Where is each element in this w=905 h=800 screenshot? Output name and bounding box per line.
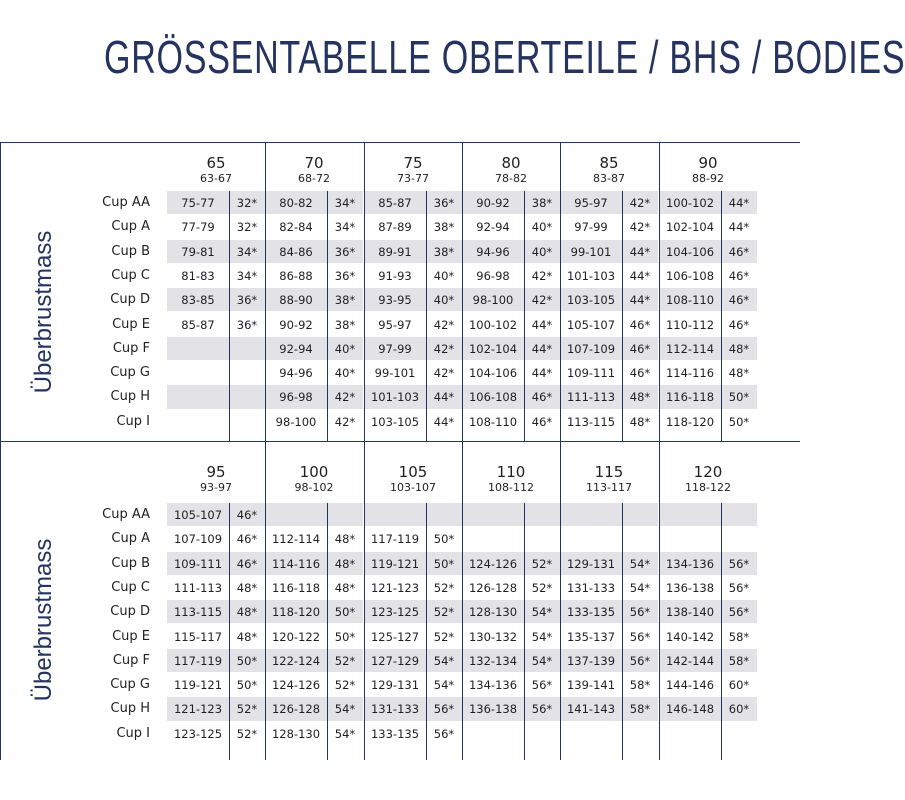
- size-value: 137-139: [566, 653, 616, 668]
- cup-size-value: 46*: [236, 508, 258, 522]
- size-value: 90-92: [279, 317, 313, 332]
- cup-size-value: 50*: [334, 605, 356, 620]
- cup-size-value: 42*: [334, 414, 356, 429]
- cup-size-value: 42*: [334, 390, 356, 405]
- row-shade: [167, 385, 265, 408]
- size-value: 121-123: [173, 702, 223, 717]
- cup-size-value: 34*: [236, 244, 258, 259]
- size-value: 144-146: [665, 678, 715, 693]
- cup-size-value: 40*: [531, 244, 553, 259]
- size-value: 92-94: [476, 220, 510, 235]
- size-value: 90-92: [476, 196, 510, 210]
- band-size: 90: [698, 154, 718, 172]
- cup-size-value: 56*: [433, 726, 455, 741]
- size-value: 112-114: [271, 532, 321, 547]
- size-value: 99-101: [570, 244, 612, 259]
- cup-size-value: 46*: [236, 556, 258, 571]
- band-range: 98-102: [294, 481, 334, 494]
- size-value: 85-87: [181, 317, 215, 332]
- cup-size-value: 50*: [728, 414, 750, 429]
- size-value: 101-103: [566, 268, 616, 283]
- cup-size-value: 48*: [629, 414, 651, 429]
- size-value: 98-100: [472, 293, 514, 308]
- table-border: [0, 142, 800, 143]
- cup-label: Cup D: [110, 292, 150, 308]
- cup-size-value: 46*: [629, 341, 651, 356]
- size-value: 142-144: [665, 653, 715, 668]
- size-value: 95-97: [378, 317, 412, 332]
- size-value: 103-105: [566, 293, 616, 308]
- size-value: 117-119: [370, 532, 420, 547]
- size-value: 140-142: [665, 629, 715, 644]
- size-value: 135-137: [566, 629, 616, 644]
- band-size: 110: [496, 463, 526, 481]
- size-value: 117-119: [173, 653, 223, 668]
- band-range: 63-67: [200, 172, 232, 185]
- size-value: 125-127: [370, 629, 420, 644]
- size-value: 91-93: [378, 268, 412, 283]
- band-size: 80: [501, 154, 521, 172]
- band-header: [462, 464, 560, 494]
- size-value: 136-138: [665, 580, 715, 595]
- size-value: 102-104: [665, 220, 715, 235]
- size-value: 95-97: [574, 196, 608, 210]
- cup-label: Cup A: [111, 219, 150, 235]
- row-shade: [265, 503, 363, 526]
- cup-size-value: 40*: [433, 268, 455, 283]
- cup-size-value: 48*: [334, 532, 356, 547]
- size-value: 89-91: [378, 244, 412, 259]
- cup-size-value: 44*: [728, 220, 750, 235]
- band-header: [265, 155, 363, 185]
- cup-size-value: 34*: [236, 268, 258, 283]
- band-range: 93-97: [200, 481, 232, 494]
- cup-size-value: 38*: [531, 196, 553, 210]
- band-range: 108-112: [488, 481, 534, 494]
- size-value: 124-126: [468, 556, 518, 571]
- cup-size-value: 54*: [531, 629, 553, 644]
- size-value: 88-90: [279, 293, 313, 308]
- cup-size-value: 48*: [728, 366, 750, 381]
- cup-size-value: 50*: [433, 556, 455, 571]
- size-value: 87-89: [378, 220, 412, 235]
- size-value: 129-131: [370, 678, 420, 693]
- cup-label: Cup A: [111, 531, 150, 547]
- size-value: 100-102: [665, 196, 715, 210]
- size-value: 128-130: [271, 726, 321, 741]
- band-size: 85: [599, 154, 619, 172]
- size-value: 102-104: [468, 341, 518, 356]
- cup-size-value: 46*: [728, 293, 750, 308]
- size-value: 86-88: [279, 268, 313, 283]
- cup-size-value: 56*: [728, 605, 750, 620]
- cup-size-value: 46*: [728, 244, 750, 259]
- row-shade: [659, 503, 757, 526]
- cup-label: Cup G: [110, 677, 150, 693]
- cup-label: Cup H: [110, 701, 150, 717]
- cup-size-value: 56*: [728, 556, 750, 571]
- band-size: 70: [304, 154, 324, 172]
- cup-size-value: 34*: [334, 196, 356, 210]
- cup-size-value: 36*: [433, 196, 455, 210]
- size-value: 92-94: [279, 341, 313, 356]
- size-value: 123-125: [173, 726, 223, 741]
- cup-size-value: 56*: [531, 678, 553, 693]
- size-value: 129-131: [566, 556, 616, 571]
- cup-label: Cup E: [112, 316, 150, 332]
- cup-size-value: 46*: [629, 317, 651, 332]
- cup-size-value: 44*: [531, 366, 553, 381]
- cup-size-value: 56*: [728, 580, 750, 595]
- size-value: 141-143: [566, 702, 616, 717]
- cup-size-value: 56*: [433, 702, 455, 717]
- cup-size-value: 42*: [531, 293, 553, 308]
- cup-size-value: 54*: [334, 702, 356, 717]
- size-value: 109-111: [173, 556, 223, 571]
- size-value: 122-124: [271, 653, 321, 668]
- cup-size-value: 48*: [236, 629, 258, 644]
- cup-label: Cup G: [110, 365, 150, 381]
- cup-size-value: 44*: [531, 341, 553, 356]
- size-value: 133-135: [370, 726, 420, 741]
- size-value: 132-134: [468, 653, 518, 668]
- column-divider: [0, 441, 1, 760]
- cup-size-value: 54*: [629, 580, 651, 595]
- size-value: 105-107: [566, 317, 616, 332]
- cup-size-value: 60*: [728, 678, 750, 693]
- cup-size-value: 32*: [236, 220, 258, 235]
- size-value: 107-109: [173, 532, 223, 547]
- size-value: 128-130: [468, 605, 518, 620]
- band-header: [167, 464, 265, 494]
- cup-label: Cup H: [110, 389, 150, 405]
- size-value: 75-77: [181, 196, 215, 210]
- cup-size-value: 48*: [236, 605, 258, 620]
- cup-size-value: 40*: [531, 220, 553, 235]
- band-range: 88-92: [692, 172, 724, 185]
- cup-size-value: 58*: [629, 702, 651, 717]
- size-value: 106-108: [468, 390, 518, 405]
- cup-size-value: 52*: [236, 726, 258, 741]
- band-range: 113-117: [586, 481, 632, 494]
- band-range: 103-107: [390, 481, 436, 494]
- cup-label: Cup C: [111, 579, 150, 595]
- size-value: 79-81: [181, 244, 215, 259]
- cup-size-value: 52*: [433, 605, 455, 620]
- page-title: GRÖSSENTABELLE OBERTEILE / BHS / BODIES: [104, 31, 905, 83]
- cup-label: Cup B: [111, 555, 150, 571]
- cup-size-value: 58*: [728, 653, 750, 668]
- band-range: 68-72: [298, 172, 330, 185]
- cup-size-value: 36*: [334, 268, 356, 283]
- size-value: 100-102: [468, 317, 518, 332]
- cup-size-value: 48*: [334, 556, 356, 571]
- cup-label: Cup I: [116, 413, 150, 429]
- cup-size-value: 38*: [334, 317, 356, 332]
- size-value: 96-98: [279, 390, 313, 405]
- size-value: 106-108: [665, 268, 715, 283]
- size-value: 101-103: [370, 390, 420, 405]
- band-header: [167, 155, 265, 185]
- cup-size-value: 52*: [531, 556, 553, 571]
- size-value: 108-110: [665, 293, 715, 308]
- cup-size-value: 44*: [531, 317, 553, 332]
- size-value: 138-140: [665, 605, 715, 620]
- size-value: 131-133: [566, 580, 616, 595]
- size-value: 113-115: [566, 414, 616, 429]
- cup-size-value: 42*: [433, 317, 455, 332]
- size-value: 84-86: [279, 244, 313, 259]
- cup-label: Cup I: [116, 725, 150, 741]
- size-value: 77-79: [181, 220, 215, 235]
- size-value: 114-116: [665, 366, 715, 381]
- size-value: 134-136: [468, 678, 518, 693]
- size-value: 130-132: [468, 629, 518, 644]
- cup-size-value: 46*: [629, 366, 651, 381]
- row-shade: [167, 337, 265, 360]
- cup-size-value: 44*: [728, 196, 750, 210]
- cup-size-value: 54*: [334, 726, 356, 741]
- cup-size-value: 48*: [728, 341, 750, 356]
- cup-size-value: 42*: [531, 268, 553, 283]
- table-border: [0, 441, 800, 442]
- cup-size-value: 54*: [433, 678, 455, 693]
- cup-size-value: 52*: [433, 580, 455, 595]
- size-value: 99-101: [374, 366, 416, 381]
- cup-size-value: 52*: [236, 702, 258, 717]
- band-range: 78-82: [495, 172, 527, 185]
- band-size: 100: [299, 463, 329, 481]
- cup-size-value: 48*: [334, 580, 356, 595]
- size-value: 127-129: [370, 653, 420, 668]
- band-header: [560, 155, 658, 185]
- cup-size-value: 50*: [236, 653, 258, 668]
- cup-size-value: 34*: [334, 220, 356, 235]
- size-value: 104-106: [468, 366, 518, 381]
- band-range: 83-87: [593, 172, 625, 185]
- size-value: 118-120: [271, 605, 321, 620]
- cup-size-value: 52*: [433, 629, 455, 644]
- cup-size-value: 38*: [433, 244, 455, 259]
- cup-size-value: 56*: [629, 629, 651, 644]
- cup-size-value: 54*: [433, 653, 455, 668]
- cup-size-value: 44*: [629, 268, 651, 283]
- size-value: 98-100: [275, 414, 317, 429]
- band-header: [659, 155, 757, 185]
- cup-label: Cup AA: [102, 507, 150, 522]
- column-divider: [0, 142, 1, 441]
- cup-size-value: 46*: [728, 317, 750, 332]
- size-value: 116-118: [271, 580, 321, 595]
- size-value: 111-113: [566, 390, 616, 405]
- cup-size-value: 32*: [236, 196, 258, 210]
- cup-size-value: 46*: [728, 268, 750, 283]
- size-value: 146-148: [665, 702, 715, 717]
- cup-size-value: 40*: [334, 366, 356, 381]
- size-value: 120-122: [271, 629, 321, 644]
- size-value: 105-107: [173, 508, 223, 522]
- size-value: 136-138: [468, 702, 518, 717]
- size-value: 80-82: [279, 196, 313, 210]
- size-value: 104-106: [665, 244, 715, 259]
- size-value: 131-133: [370, 702, 420, 717]
- cup-size-value: 52*: [531, 580, 553, 595]
- side-label-text: Überbrustmass: [30, 538, 57, 702]
- band-range: 73-77: [397, 172, 429, 185]
- cup-size-value: 40*: [433, 293, 455, 308]
- cup-size-value: 52*: [334, 653, 356, 668]
- size-value: 115-117: [173, 629, 223, 644]
- size-value: 94-96: [279, 366, 313, 381]
- cup-size-value: 50*: [433, 532, 455, 547]
- cup-label: Cup B: [111, 243, 150, 259]
- band-size: 115: [594, 463, 624, 481]
- size-value: 83-85: [181, 293, 215, 308]
- band-size: 120: [693, 463, 723, 481]
- size-value: 93-95: [378, 293, 412, 308]
- cup-size-value: 36*: [236, 293, 258, 308]
- cup-size-value: 56*: [629, 605, 651, 620]
- size-value: 126-128: [468, 580, 518, 595]
- size-value: 107-109: [566, 341, 616, 356]
- cup-size-value: 36*: [236, 317, 258, 332]
- size-value: 112-114: [665, 341, 715, 356]
- band-size: 75: [403, 154, 423, 172]
- size-value: 85-87: [378, 196, 412, 210]
- band-header: [364, 464, 462, 494]
- cup-size-value: 54*: [531, 653, 553, 668]
- cup-size-value: 44*: [629, 244, 651, 259]
- cup-size-value: 46*: [236, 532, 258, 547]
- size-value: 96-98: [476, 268, 510, 283]
- cup-size-value: 56*: [629, 653, 651, 668]
- cup-size-value: 56*: [531, 702, 553, 717]
- size-value: 103-105: [370, 414, 420, 429]
- cup-size-value: 52*: [334, 678, 356, 693]
- size-value: 108-110: [468, 414, 518, 429]
- size-value: 113-115: [173, 605, 223, 620]
- cup-size-value: 60*: [728, 702, 750, 717]
- size-value: 134-136: [665, 556, 715, 571]
- band-header: [560, 464, 658, 494]
- size-value: 81-83: [181, 268, 215, 283]
- cup-size-value: 44*: [433, 390, 455, 405]
- row-shade: [462, 503, 560, 526]
- cup-size-value: 40*: [334, 341, 356, 356]
- cup-label: Cup D: [110, 604, 150, 620]
- row-shade: [560, 503, 658, 526]
- cup-size-value: 58*: [728, 629, 750, 644]
- size-value: 111-113: [173, 580, 223, 595]
- band-size: 65: [206, 154, 226, 172]
- size-value: 124-126: [271, 678, 321, 693]
- side-label-text: Überbrustmass: [30, 230, 57, 394]
- band-size: 95: [206, 463, 226, 481]
- size-value: 119-121: [173, 678, 223, 693]
- band-header: [462, 155, 560, 185]
- cup-size-value: 42*: [433, 341, 455, 356]
- size-value: 97-99: [378, 341, 412, 356]
- band-range: 118-122: [685, 481, 731, 494]
- cup-size-value: 54*: [531, 605, 553, 620]
- cup-size-value: 46*: [531, 414, 553, 429]
- cup-label: Cup F: [112, 652, 150, 668]
- size-value: 82-84: [279, 220, 313, 235]
- size-value: 116-118: [665, 390, 715, 405]
- size-value: 118-120: [665, 414, 715, 429]
- band-header: [659, 464, 757, 494]
- size-value: 119-121: [370, 556, 420, 571]
- cup-size-value: 38*: [334, 293, 356, 308]
- cup-size-value: 42*: [629, 220, 651, 235]
- size-value: 133-135: [566, 605, 616, 620]
- size-value: 110-112: [665, 317, 715, 332]
- cup-label: Cup AA: [102, 195, 150, 210]
- size-value: 109-111: [566, 366, 616, 381]
- row-shade: [364, 503, 462, 526]
- cup-size-value: 44*: [629, 293, 651, 308]
- cup-size-value: 42*: [629, 196, 651, 210]
- cup-size-value: 54*: [629, 556, 651, 571]
- size-value: 97-99: [574, 220, 608, 235]
- band-header: [364, 155, 462, 185]
- cup-label: Cup F: [112, 340, 150, 356]
- cup-size-value: 58*: [629, 678, 651, 693]
- size-value: 139-141: [566, 678, 616, 693]
- size-value: 126-128: [271, 702, 321, 717]
- cup-size-value: 44*: [433, 414, 455, 429]
- cup-size-value: 50*: [334, 629, 356, 644]
- cup-size-value: 50*: [236, 678, 258, 693]
- cup-size-value: 48*: [236, 580, 258, 595]
- cup-size-value: 50*: [728, 390, 750, 405]
- cup-size-value: 36*: [334, 244, 356, 259]
- band-size: 105: [398, 463, 428, 481]
- cup-size-value: 48*: [629, 390, 651, 405]
- cup-label: Cup C: [111, 267, 150, 283]
- cup-size-value: 42*: [433, 366, 455, 381]
- cup-label: Cup E: [112, 628, 150, 644]
- size-value: 114-116: [271, 556, 321, 571]
- band-header: [265, 464, 363, 494]
- size-value: 121-123: [370, 580, 420, 595]
- cup-size-value: 46*: [531, 390, 553, 405]
- cup-size-value: 38*: [433, 220, 455, 235]
- size-value: 94-96: [476, 244, 510, 259]
- size-value: 123-125: [370, 605, 420, 620]
